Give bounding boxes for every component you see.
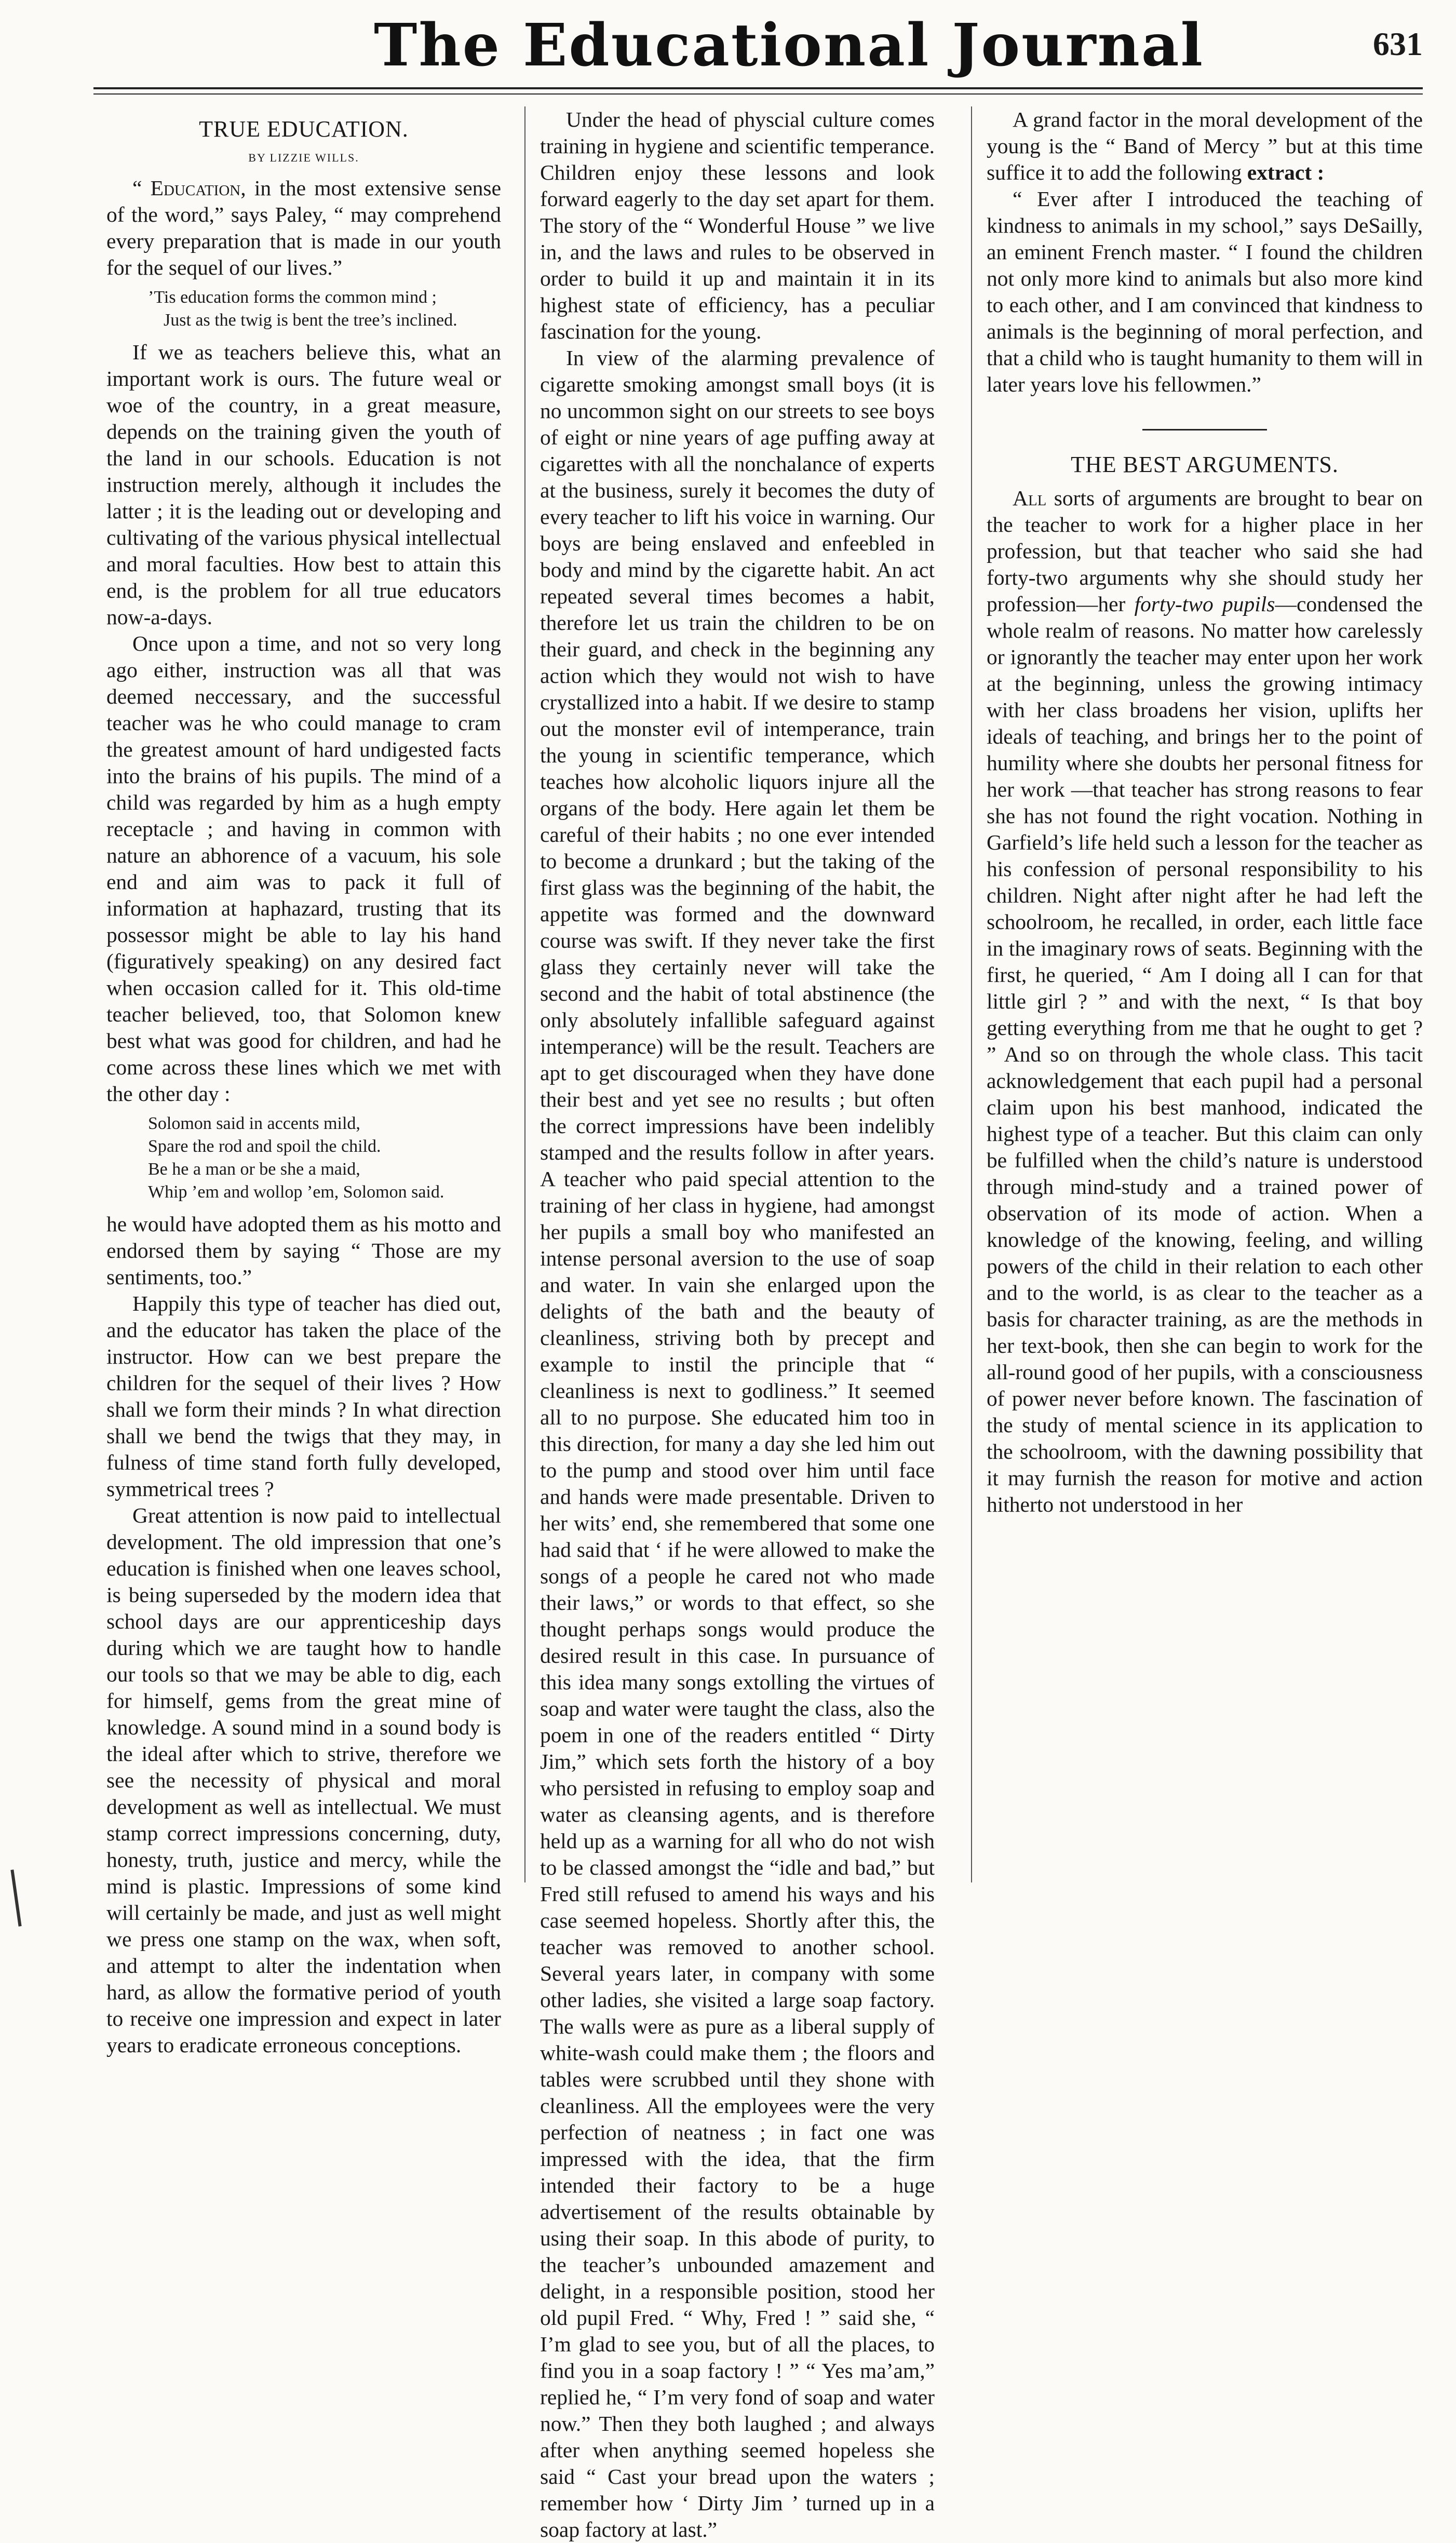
- paragraph: Under the head of physcial culture comes training in hygiene and scientific temperance. Children enjoy these lessons and look forward eagerly to the day set apart for them. The story of the “ Wonderful House ” we live in, and the laws and rules to be observed in order to build it up and maintain it in its highest state of efficiency, has a peculiar fascination for the young.: [540, 107, 935, 343]
- journal-title: The Educational Journal: [374, 11, 1205, 79]
- couplet: ’Tis education forms the common mind ; Just as the twig is bent the tree’s inclined.: [148, 288, 457, 330]
- lead-word: All: [1013, 486, 1047, 510]
- poem-verse: Solomon said in accents mild, Spare the rod and spoil the child. Be he a man or be she a maid, Whip ’em and wollop ’em, Solomon said.: [148, 1114, 444, 1202]
- paragraph: If we as teachers believe this, what an important work is ours. The future weal or woe of the country, in a great measure, depends on the training given the youth of the land in our schools. Education is not instruction merely, although it includes the latter ; it is the leading out or developing and cultivating of the various physical intellectual and moral faculties. How best to attain this end, is the problem for all true educators now-a-days.: [106, 340, 501, 629]
- lead-word: Education: [150, 176, 241, 200]
- paragraph: he would have adopted them as his motto and endorsed them by saying “ Those are my sentiments, too.”: [106, 1212, 501, 1289]
- article-title: TRUE EDUCATION.: [199, 116, 409, 142]
- column-divider: [524, 106, 525, 1882]
- column-3: [987, 106, 1423, 1518]
- paragraph: A grand factor in the moral development of the young is the “ Band of Mercy ” but at this time suffice it to add the following extract :: [987, 107, 1423, 184]
- column-2: [540, 106, 935, 2543]
- header-rule-bottom: [93, 93, 1423, 95]
- page-number: 631: [1373, 25, 1423, 62]
- paragraph: All sorts of arguments are brought to bear on the teacher to work for a higher place in her profession, but that teacher who said she had forty-two arguments why she should study her profession—her forty-two pupils—condensed the whole realm of reasons. No matter how carelessly or ignorantly the teacher may enter upon her work at the beginning, unless the growing intimacy with her class broadens her vision, uplifts her ideals of teaching, and brings her to the point of humility where she doubts her personal fitness for her work —that teacher has strong reasons to fear she has not found the right vocation. Nothing in Garfield’s life held such a lesson for the teacher as his confession of personal responsibility to his children. Night after night after he had left the schoolroom, he recalled, in order, each little face in the imaginary rows of seats. Beginning with the first, he queried, “ Am I doing all I can for that little girl ? ” and with the next, “ Is that boy getting everything from me that he ought to get ? ” And so on through the whole class. This tacit acknowledgement that each pupil had a personal claim upon his best manhood, indicated the highest type of a teacher. But this claim can only be fulfilled when the child’s nature is understood through mind-study and a trained power of observation of its mode of action. When a knowledge of the knowing, feeling, and willing powers of the child in their relation to each other and to the world, is as clear to the teacher as a basis for character training, as are the methods in her text-book, then she can begin to work for the all-round good of her pupils, with a consciousness of power never before known. The fascination of the study of mental science in its application to the schoolroom, with the dawning possibility that it may furnish the reason for motive and action hitherto not understood in her: [987, 486, 1423, 1516]
- paragraph: Great attention is now paid to intellectual development. The old impression that one’s education is finished when one leaves school, is being superseded by the modern idea that school days are our apprenticeship days during which we are taught how to handle our tools so that we may be able to dig, each for himself, gems from the great mine of knowledge. A sound mind in a sound body is the ideal after which to strive, therefore we see the necessity of physical and moral development as well as intellectual. We must stamp correct impressions concerning, duty, honesty, truth, justice and mercy, while the mind is plastic. Impressions of some kind will certainly be made, and just as well might we press one stamp on the wax, when soft, and attempt to alter the indentation when hard, as allow the formative period of youth to receive one impression and expect in later years to eradicate erroneous conceptions.: [106, 1503, 501, 2057]
- article-separator: [1142, 429, 1267, 430]
- article-byline: BY LIZZIE WILLS.: [248, 151, 359, 164]
- paragraph: Once upon a time, and not so very long ago either, instruction was all that was deemed neccessary, and the successful teacher was he who could manage to cram the greatest amount of hard undigested facts into the brains of his pupils. The mind of a child was regarded by him as a hugh empty receptacle ; and having in common with nature an abhorence of a vacuum, his sole end and aim was to pack it full of information at haphazard, trusting that its possessor might be able to lay his hand (figuratively speaking) on any desired fact when occasion called for it. This old-time teacher believed, too, that Solomon knew best what was good for children, and had he come across these lines which we met with the other day :: [106, 631, 501, 1106]
- paragraph: “ Ever after I introduced the teaching of kindness to animals in my school,” says DeSailly, an eminent French master. “ I found the children not only more kind to animals but also more kind to each other, and I am convinced that kindness to animals is the beginning of moral perfection, and that a child who is taught humanity to them will in later years love his fellowmen.”: [987, 187, 1423, 396]
- paragraph: In view of the alarming prevalence of cigarette smoking amongst small boys (it is no uncommon sight on our streets to see boys of eight or nine years of age puffing away at cigarettes with all the nonchalance of experts at the business, surely it becomes the duty of every teacher to lift his voice in warning. Our boys are being enslaved and enfeebled in body and mind by the cigarette habit. An act repeated several times becomes a habit, therefore let us train the children to be on their guard, and check in the beginning any action which they would not wish to have crystallized into a habit. If we desire to stamp out the monster evil of intemperance, train the young in scientific temperance, which teaches how alcoholic liquors injure all the organs of the body. Here again let them be careful of their habits ; no one ever intended to become a drunkard ; but the taking of the first glass was the beginning of the habit, the appetite was formed and the downward course was swift. If they never take the first glass they certainly never will take the second and the habit of total abstinence (the only absolutely infallible safeguard against intemperance) will be the result. Teachers are apt to get discouraged when they have done their best and yet see no results ; but often the correct impressions have been indelibly stamped and the results follow in after years. A teacher who paid special attention to the training of her class in hygiene, had amongst her pupils a small boy who manifested an intense personal aversion to the use of soap and water. In vain she enlarged upon the delights of the bath and the beauty of cleanliness, striving both by precept and example to instil the principle that “ cleanliness is next to godliness.” It seemed all to no purpose. She educated him too in this direction, for many a day she led him out to the pump and stood over him until face and hands were made presentable. Driven to her wits’ end, she remembered that some one had said that ‘ if he were allowed to make the songs of a people he cared not who made their laws,” or words to that effect, so she thought perhaps songs would produce the desired result in this case. In pursuance of this idea many songs extolling the virtues of soap and water were taught the class, also the poem in one of the readers entitled “ Dirty Jim,” which sets forth the history of a boy who persisted in refusing to employ soap and water as cleansing agents, and is therefore held up as a warning for all who do not wish to be classed amongst the “idle and bad,” but Fred still refused to amend his ways and his case seemed hopeless. Shortly after this, the teacher was removed to another school. Several years later, in company with some other ladies, she visited a large soap factory. The walls were as pure as a liberal supply of white-wash could make them ; the floors and tables were scrubbed until they shone with cleanliness. All the employees were the very perfection of neatness ; in fact one was impressed with the idea, that the firm intended their factory to be a huge advertisement of the results obtainable by using their soap. In this abode of purity, to the teacher’s unbounded amazement and delight, in a responsible position, stood her old pupil Fred. “ Why, Fred ! ” said she, “ I’m glad to see you, but of all the places, to find you in a soap factory ! ” “ Yes ma’am,” replied he, “ I’m very fond of soap and water now.” Then they both laughed ; and always after when anything seemed hopeless she said “ Cast your bread upon the waters ; remember how ‘ Dirty Jim ’ turned up in a soap factory at last.”: [540, 346, 935, 2541]
- header-rule-top: [93, 87, 1423, 89]
- scan-mark: [10, 1869, 21, 1927]
- article-lead-paragraph: “ Education, in the most extensive sense of the word,” says Paley, “ may comprehend every preparation that is made in our youth for the sequel of our lives.”: [106, 176, 501, 279]
- paragraph: Happily this type of teacher has died out, and the educator has taken the place of the instructor. How can we best prepare the children for the sequel of their lives ? How shall we form their minds ? In what direction shall we bend the twigs that they may, in fulness of time stand forth fully developed, symmetrical trees ?: [106, 1291, 501, 1501]
- column-divider: [971, 106, 972, 1882]
- masthead: [93, 0, 1423, 83]
- article-title: THE BEST ARGUMENTS.: [1071, 452, 1339, 477]
- column-1: [106, 106, 501, 2058]
